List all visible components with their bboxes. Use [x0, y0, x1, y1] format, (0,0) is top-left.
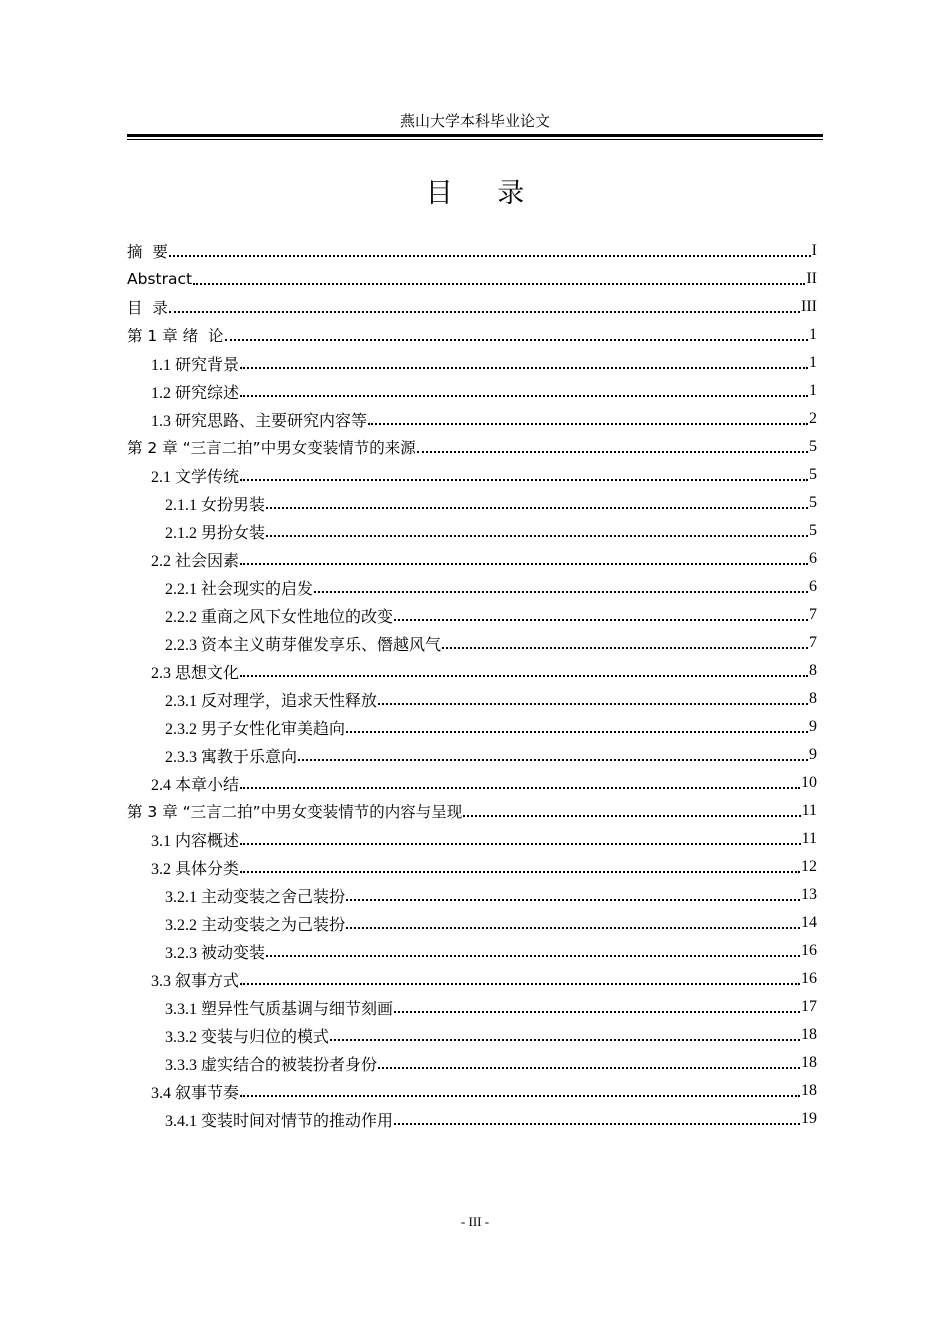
toc-entry-label: 3.1 内容概述: [151, 832, 240, 850]
dot-leader: [225, 323, 809, 341]
toc-entry[interactable]: [127, 629, 817, 657]
dot-leader: [378, 1051, 800, 1069]
toc-entry-label: 1.1 研究背景: [151, 356, 240, 374]
dot-leader: [463, 799, 800, 817]
toc-entry-label: 3.4 叙事节奏: [151, 1084, 240, 1102]
toc-entry-page: 5: [809, 522, 817, 539]
toc-entry[interactable]: [127, 349, 817, 377]
dot-leader: [240, 351, 808, 369]
toc-entry[interactable]: [127, 461, 817, 489]
toc-entry-page: 6: [809, 550, 817, 567]
toc-entry[interactable]: [127, 769, 817, 797]
toc-entry-page: 5: [809, 466, 817, 483]
dot-leader: [394, 1107, 800, 1125]
toc-entry[interactable]: [127, 965, 817, 993]
toc-entry-page: 6: [809, 578, 817, 595]
toc-entry[interactable]: [127, 797, 817, 825]
toc-entry-label: 第 2 章 “三言二拍”中男女变装情节的来源: [127, 439, 416, 457]
toc-entry[interactable]: [127, 601, 817, 629]
toc-entry-page: 10: [801, 774, 817, 791]
toc-entry-label: 2.3.2 男子女性化审美趋向: [165, 720, 346, 738]
toc-entry-page: 14: [801, 914, 817, 931]
toc-entry-page: 18: [801, 1054, 817, 1071]
toc-entry-label: 3.3 叙事方式: [151, 972, 240, 990]
toc-entry-page: 11: [801, 802, 817, 819]
toc-entry[interactable]: [127, 909, 817, 937]
toc-entry[interactable]: [127, 1077, 817, 1105]
dot-leader: [169, 295, 800, 313]
toc-entry[interactable]: [127, 237, 817, 265]
dot-leader: [298, 743, 808, 761]
toc-entry[interactable]: [127, 517, 817, 545]
toc-entry-label: 2.2.2 重商之风下女性地位的改变: [165, 608, 394, 626]
toc-entry-label: 第 3 章 “三言二拍”中男女变装情节的内容与呈现: [127, 803, 463, 821]
toc-entry-page: 19: [801, 1110, 817, 1127]
toc-entry-page: 1: [809, 382, 817, 399]
toc-entry-label: 3.2.2 主动变装之为己装扮: [165, 916, 346, 934]
toc-entry[interactable]: [127, 377, 817, 405]
toc-entry-page: 9: [809, 746, 817, 763]
dot-leader: [240, 463, 808, 481]
toc-entry-page: 16: [801, 970, 817, 987]
toc-entry-label: 2.1 文学传统: [151, 468, 240, 486]
toc-entry-label: 目 录: [127, 299, 168, 317]
toc-entry[interactable]: [127, 321, 817, 349]
dot-leader: [240, 659, 808, 677]
toc-entry-label: 2.2 社会因素: [151, 552, 240, 570]
dot-leader: [240, 967, 800, 985]
toc-entry-page: 1: [809, 326, 817, 343]
toc-entry-label: 3.2.3 被动变装: [165, 944, 266, 962]
toc-entry-page: 7: [809, 634, 817, 651]
toc-entry-page: II: [806, 270, 817, 287]
dot-leader: [240, 379, 808, 397]
toc-entry-label: 3.3.3 虚实结合的被装扮者身份: [165, 1056, 378, 1074]
toc-heading: 目 录: [425, 178, 543, 209]
toc-entry-page: 8: [809, 690, 817, 707]
toc-entry[interactable]: [127, 685, 817, 713]
toc-entry-page: 12: [801, 858, 817, 875]
dot-leader: [330, 1023, 800, 1041]
toc-entry[interactable]: [127, 573, 817, 601]
toc-entry[interactable]: [127, 1049, 817, 1077]
dot-leader: [394, 603, 808, 621]
dot-leader: [266, 939, 800, 957]
toc-entry-page: 5: [809, 438, 817, 455]
toc-entry-page: 16: [801, 942, 817, 959]
toc-entry-page: 18: [801, 1082, 817, 1099]
dot-leader: [368, 407, 808, 425]
toc-entry-label: 1.3 研究思路、主要研究内容等: [151, 412, 368, 430]
toc-entry-page: 7: [809, 606, 817, 623]
dot-leader: [193, 267, 805, 285]
dot-leader: [417, 435, 808, 453]
dot-leader: [240, 1079, 800, 1097]
running-header: 燕山大学本科毕业论文: [399, 114, 550, 130]
dot-leader: [346, 911, 800, 929]
toc-entry[interactable]: [127, 1105, 817, 1133]
toc-entry-page: 13: [801, 886, 817, 903]
dot-leader: [240, 771, 800, 789]
toc-entry[interactable]: [127, 433, 817, 461]
toc-entry[interactable]: [127, 1021, 817, 1049]
toc-entry[interactable]: [127, 657, 817, 685]
toc-entry-page: 8: [809, 662, 817, 679]
toc-entry[interactable]: [127, 545, 817, 573]
toc-entry[interactable]: [127, 881, 817, 909]
dot-leader: [240, 827, 801, 845]
toc-entry-label: 1.2 研究综述: [151, 384, 240, 402]
toc-entry-page: 11: [801, 830, 817, 847]
toc-entry-label: Abstract: [127, 270, 193, 288]
toc-entry-label: 3.2 具体分类: [151, 860, 240, 878]
toc-entry-label: 2.3 思想文化: [151, 664, 240, 682]
toc-entry-label: 摘 要: [127, 243, 168, 261]
dot-leader: [346, 715, 808, 733]
toc-entry-label: 2.2.3 资本主义萌芽催发享乐、僭越风气: [165, 636, 442, 654]
toc-entry-page: 2: [809, 410, 817, 427]
toc-entry[interactable]: [127, 405, 817, 433]
toc-entry-page: 5: [809, 494, 817, 511]
toc-entry-label: 2.3.1 反对理学，追求天性释放: [165, 692, 378, 710]
toc-entry-label: 2.1.1 女扮男装: [165, 496, 266, 514]
toc-entry[interactable]: [127, 853, 817, 881]
toc-entry-label: 2.1.2 男扮女装: [165, 524, 266, 542]
toc-entry-page: III: [801, 298, 817, 315]
dot-leader: [346, 883, 800, 901]
toc-entry[interactable]: [127, 741, 817, 769]
toc-entry-label: 2.2.1 社会现实的启发: [165, 580, 314, 598]
dot-leader: [394, 995, 800, 1013]
toc-entry[interactable]: [127, 293, 817, 321]
header-rule-thick: [127, 134, 823, 137]
toc-entry-label: 3.2.1 主动变装之舍己装扮: [165, 888, 346, 906]
toc-entry[interactable]: [127, 937, 817, 965]
toc-entry-label: 3.3.1 塑异性气质基调与细节刻画: [165, 1000, 394, 1018]
toc-entry[interactable]: [127, 265, 817, 293]
toc-entry-label: 2.4 本章小结: [151, 776, 240, 794]
toc-entry[interactable]: [127, 489, 817, 517]
dot-leader: [314, 575, 808, 593]
header-rule-thin: [127, 139, 823, 140]
page-number: - III -: [460, 1214, 490, 1229]
toc-entry-label: 2.3.3 寓教于乐意向: [165, 748, 298, 766]
toc-entry-label: 第 1 章 绪 论: [127, 327, 224, 345]
dot-leader: [169, 239, 811, 257]
toc-entry-page: I: [811, 242, 817, 259]
dot-leader: [240, 547, 808, 565]
toc-entry-page: 18: [801, 1026, 817, 1043]
dot-leader: [266, 491, 808, 509]
dot-leader: [266, 519, 808, 537]
toc-entry[interactable]: [127, 993, 817, 1021]
toc-entry-page: 9: [809, 718, 817, 735]
dot-leader: [442, 631, 808, 649]
toc-entry-page: 17: [801, 998, 817, 1015]
dot-leader: [240, 855, 800, 873]
dot-leader: [378, 687, 808, 705]
toc-entry[interactable]: [127, 825, 817, 853]
toc-entry-label: 3.4.1 变装时间对情节的推动作用: [165, 1112, 394, 1130]
toc-entry-page: 1: [809, 354, 817, 371]
toc-entry-label: 3.3.2 变装与归位的模式: [165, 1028, 330, 1046]
toc-entry[interactable]: [127, 713, 817, 741]
table-of-contents: [127, 237, 817, 1133]
